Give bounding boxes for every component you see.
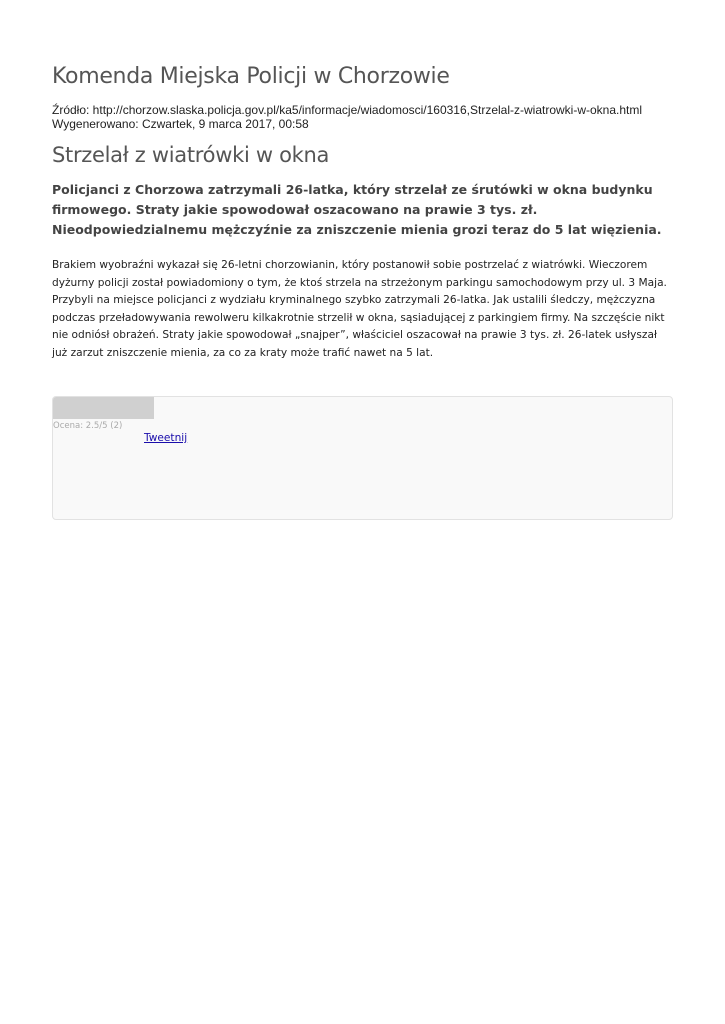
rating-text: Ocena: 2.5/5 (2) <box>53 421 123 431</box>
article-body: Brakiem wyobraźni wykazał się 26-letni chorzowianin, który postanowił sobie postrzelać z wiatrówki. Wieczorem dyżurny policji został powiadomiony o tym, że ktoś strzela na strzeżonym parkingu samochodowym przy ul. 3 Maja. Przybyli na miejsce policjanci z wydziału kryminalnego szybko zatrzymali 26-latka. Jak ustalili śledczy, mężczyzna podczas przeładowywania rewolweru kilkakrotnie strzelił w okna, sąsiadującej z parkingiem firmy. Na szczęście nikt nie odniósł obrażeń. Straty jakie spowodował „snajper”, właściciel oszacował na prawie 3 tys. zł. 26-latek usłyszał już zarzut zniszczenie mienia, za co za kraty może trafić nawet na 5 lat. <box>52 259 667 359</box>
article-title: Strzelał z wiatrówki w okna <box>52 143 330 167</box>
article-lead: Policjanci z Chorzowa zatrzymali 26-latka, który strzelał ze śrutówki w okna budynku firmowego. Straty jakie spowodował oszacowano na prawie 3 tys. zł. Nieodpowiedzialnemu mężczyźnie za zniszczenie mienia grozi teraz do 5 lat więzienia. <box>52 182 662 237</box>
rating-stars-widget[interactable] <box>53 397 154 419</box>
tweet-link[interactable]: Tweetnij <box>144 432 188 444</box>
document-meta <box>52 103 642 131</box>
generated-line: Wygenerowano: Czwartek, 9 marca 2017, 00:58 <box>52 117 309 131</box>
site-title: Komenda Miejska Policji w Chorzowie <box>52 64 450 89</box>
share-panel <box>52 396 673 520</box>
source-line: Źródło: http://chorzow.slaska.policja.gov.pl/ka5/informacje/wiadomosci/160316,Strzelal-z-wiatrowki-w-okna.html <box>52 103 643 117</box>
